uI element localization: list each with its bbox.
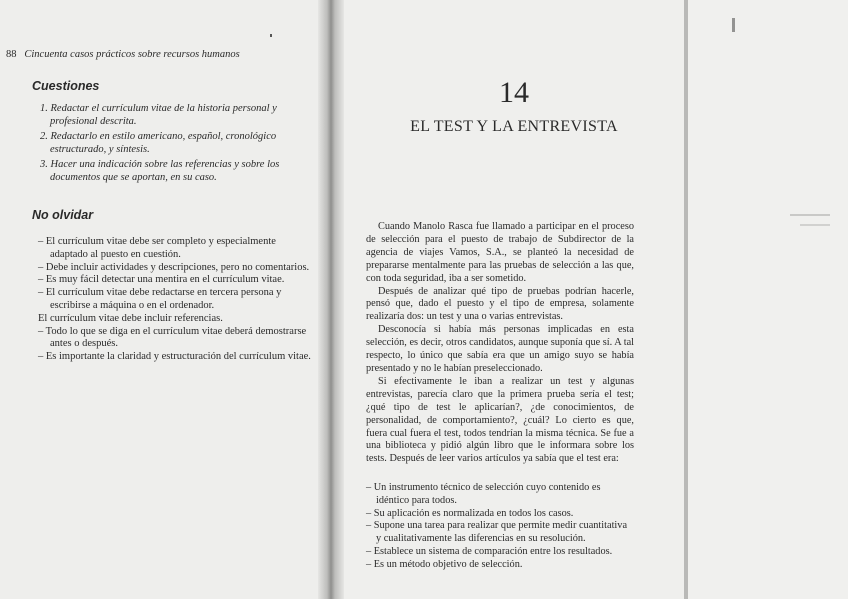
test-item: – Establece un sistema de comparación entre los resultados. — [366, 545, 613, 557]
question-item: 1. Redactar el currículum vitae de la historia personal y profesional descrita. — [40, 103, 277, 127]
questions-list — [32, 102, 324, 186]
body-paragraph: Después de analizar qué tipo de pruebas podrían hacerle, pensó que, dado el puesto y el tipo de empresa, solamente realizaría dos: un test y una o varias entrevistas. — [366, 285, 634, 323]
reminders-heading: No olvidar — [32, 208, 94, 222]
question-item: 2. Redactarlo en estilo americano, español, cronológico estructurado, y síntesis. — [40, 131, 277, 155]
chapter-title: EL TEST Y LA ENTREVISTA — [410, 118, 618, 135]
body-paragraph: Si efectivamente le iban a realizar un test y algunas entrevistas, parecía claro que la primera prueba sería el test; ¿qué tipo de test le aplicarían?, ¿de conocimientos, de personalidad, de comportamiento?, ¿cuál? Lo cierto es que, fuera cual fuera el test, todos tendrían la misma técnica. Se fue a una biblioteca y pidió algún libro que le informara sobre los tests. Después de leer varios artículos ya sabía que el test era: — [366, 375, 634, 465]
reminder-item: – Es importante la claridad y estructuración del currículum vitae. — [38, 351, 311, 363]
book-gutter — [318, 0, 344, 599]
running-title: Cincuenta casos prácticos sobre recursos humanos — [24, 49, 240, 60]
reminder-item: El currículum vitae debe incluir referencias. — [38, 312, 223, 324]
body-paragraph: Cuando Manolo Rasca fue llamado a participar en el proceso de selección para el puesto de trabajo de Subdirector de la agencia de viajes Vamos, S.A., se planteó la necesidad de prepararse mentalmente para las pruebas de selección a las que, con toda seguridad, iba a ser sometido. — [366, 221, 634, 284]
test-item: – Supone una tarea para realizar que permite medir cuantitativa y cualitativamente las diferencias en su resolución. — [366, 520, 628, 545]
running-header — [6, 49, 240, 60]
questions-heading: Cuestiones — [32, 79, 100, 93]
chapter-number: 14 — [499, 76, 529, 109]
question-item: 3. Hacer una indicación sobre las referencias y sobre los documentos que se aportan, en su caso. — [40, 159, 280, 183]
body-paragraph: Desconocía si había más personas implicadas en esta selección, es decir, otros candidatos, aunque suponía que sí. A tal respecto, lo único que sabía era que un amigo suyo se había presentado y no le habían preseleccionado. — [366, 324, 634, 374]
chapter-body — [366, 221, 634, 466]
scan-speck — [790, 214, 830, 216]
reminder-item: – Es muy fácil detectar una mentira en el currículum vitae. — [38, 274, 285, 286]
reminders-list — [34, 236, 316, 364]
test-item: – Un instrumento técnico de selección cuyo contenido es idéntico para todos. — [366, 482, 601, 506]
reminder-item: – El currículum vitae debe redactarse en tercera persona y escribirse a máquina o en el ordenador. — [38, 287, 282, 311]
scan-speck — [270, 34, 272, 37]
reminder-item: – Debe incluir actividades y descripciones, pero no comentarios. — [38, 261, 310, 273]
blank-facing-strip — [688, 0, 848, 599]
reminder-item: – El currículum vitae debe ser completo y especialmente adaptado al puesto en cuestión. — [38, 236, 276, 260]
page-number: 88 — [6, 49, 17, 60]
scan-speck — [800, 224, 830, 226]
test-item: – Su aplicación es normalizada en todos los casos. — [366, 507, 574, 519]
reminder-item: – Todo lo que se diga en el currículum vitae deberá demostrarse antes o después. — [38, 325, 307, 350]
test-item: – Es un método objetivo de selección. — [366, 558, 523, 570]
test-characteristics-list — [362, 482, 632, 572]
scan-speck — [732, 18, 735, 32]
